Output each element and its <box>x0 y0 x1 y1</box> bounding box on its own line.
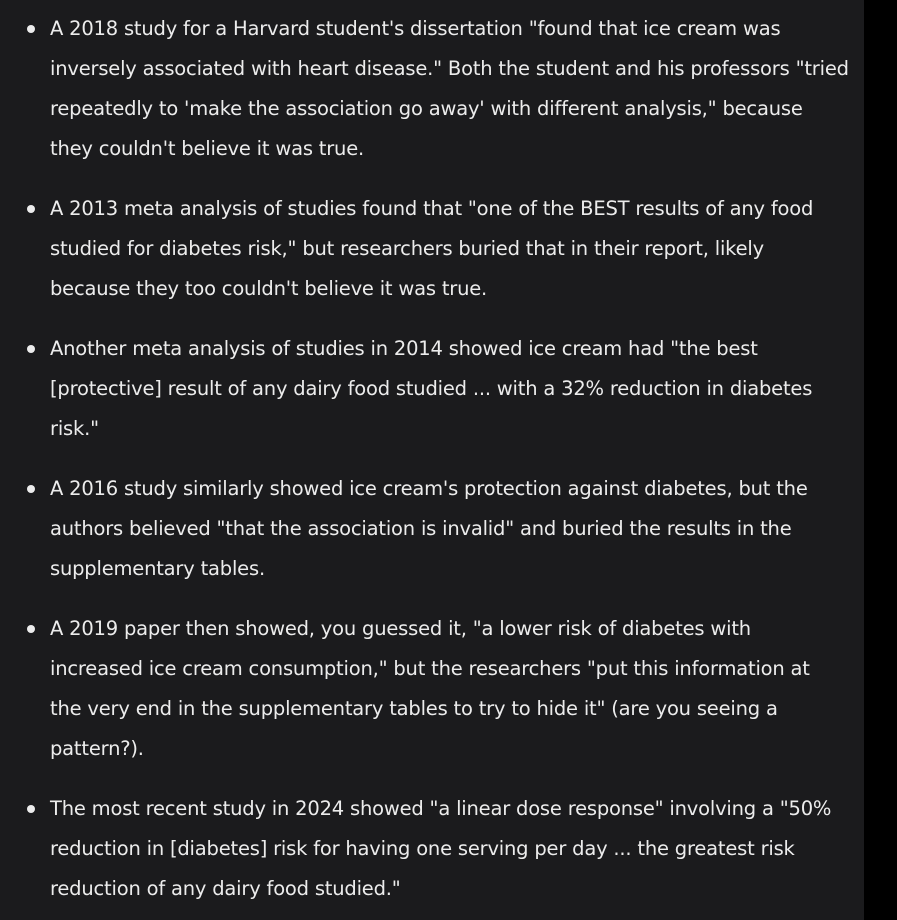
list-item-text: because they too couldn't believe it was true. <box>50 277 488 300</box>
list-item-text: pattern?). <box>50 737 144 760</box>
list-item <box>0 329 849 449</box>
list-item-text: A 2019 paper then showed, you guessed it, "a lower risk of diabetes with <box>50 617 751 640</box>
list-item-text: reduction of any dairy food studied." <box>50 877 401 900</box>
bullet-icon <box>27 625 35 633</box>
list-item-text: inversely associated with heart disease." Both the student and his professors "tried <box>50 57 849 80</box>
bullet-icon <box>27 485 35 493</box>
bullet-icon <box>27 205 35 213</box>
bullet-icon <box>27 25 35 33</box>
list-item-text: A 2016 study similarly showed ice cream's protection against diabetes, but the <box>50 477 808 500</box>
bullet-icon <box>27 805 35 813</box>
list-item-text: increased ice cream consumption," but the researchers "put this information at <box>50 657 810 680</box>
list-item-text: A 2018 study for a Harvard student's dissertation "found that ice cream was <box>50 17 781 40</box>
side-panel <box>864 0 897 920</box>
list-item-text: repeatedly to 'make the association go away' with different analysis," because <box>50 97 803 120</box>
list-item-text: A 2013 meta analysis of studies found that "one of the BEST results of any food <box>50 197 814 220</box>
list-item <box>0 189 849 309</box>
list-item <box>0 9 849 169</box>
list-item-text: risk." <box>50 417 99 440</box>
list-item-text: The most recent study in 2024 showed "a linear dose response" involving a "50% <box>50 797 832 820</box>
list-item-text: supplementary tables. <box>50 557 265 580</box>
list-item-text: studied for diabetes risk," but researchers buried that in their report, likely <box>50 237 764 260</box>
list-item-text: [protective] result of any dairy food studied ... with a 32% reduction in diabetes <box>50 377 813 400</box>
list-item-text: Another meta analysis of studies in 2014 showed ice cream had "the best <box>50 337 758 360</box>
bullet-list <box>0 9 849 920</box>
list-item-text: reduction in [diabetes] risk for having one serving per day ... the greatest risk <box>50 837 795 860</box>
list-item <box>0 469 849 589</box>
bullet-icon <box>27 345 35 353</box>
list-item <box>0 789 849 909</box>
list-item-text: authors believed "that the association is invalid" and buried the results in the <box>50 517 792 540</box>
list-item-text: they couldn't believe it was true. <box>50 137 364 160</box>
list-item-text: the very end in the supplementary tables to try to hide it" (are you seeing a <box>50 697 778 720</box>
list-item <box>0 609 849 769</box>
